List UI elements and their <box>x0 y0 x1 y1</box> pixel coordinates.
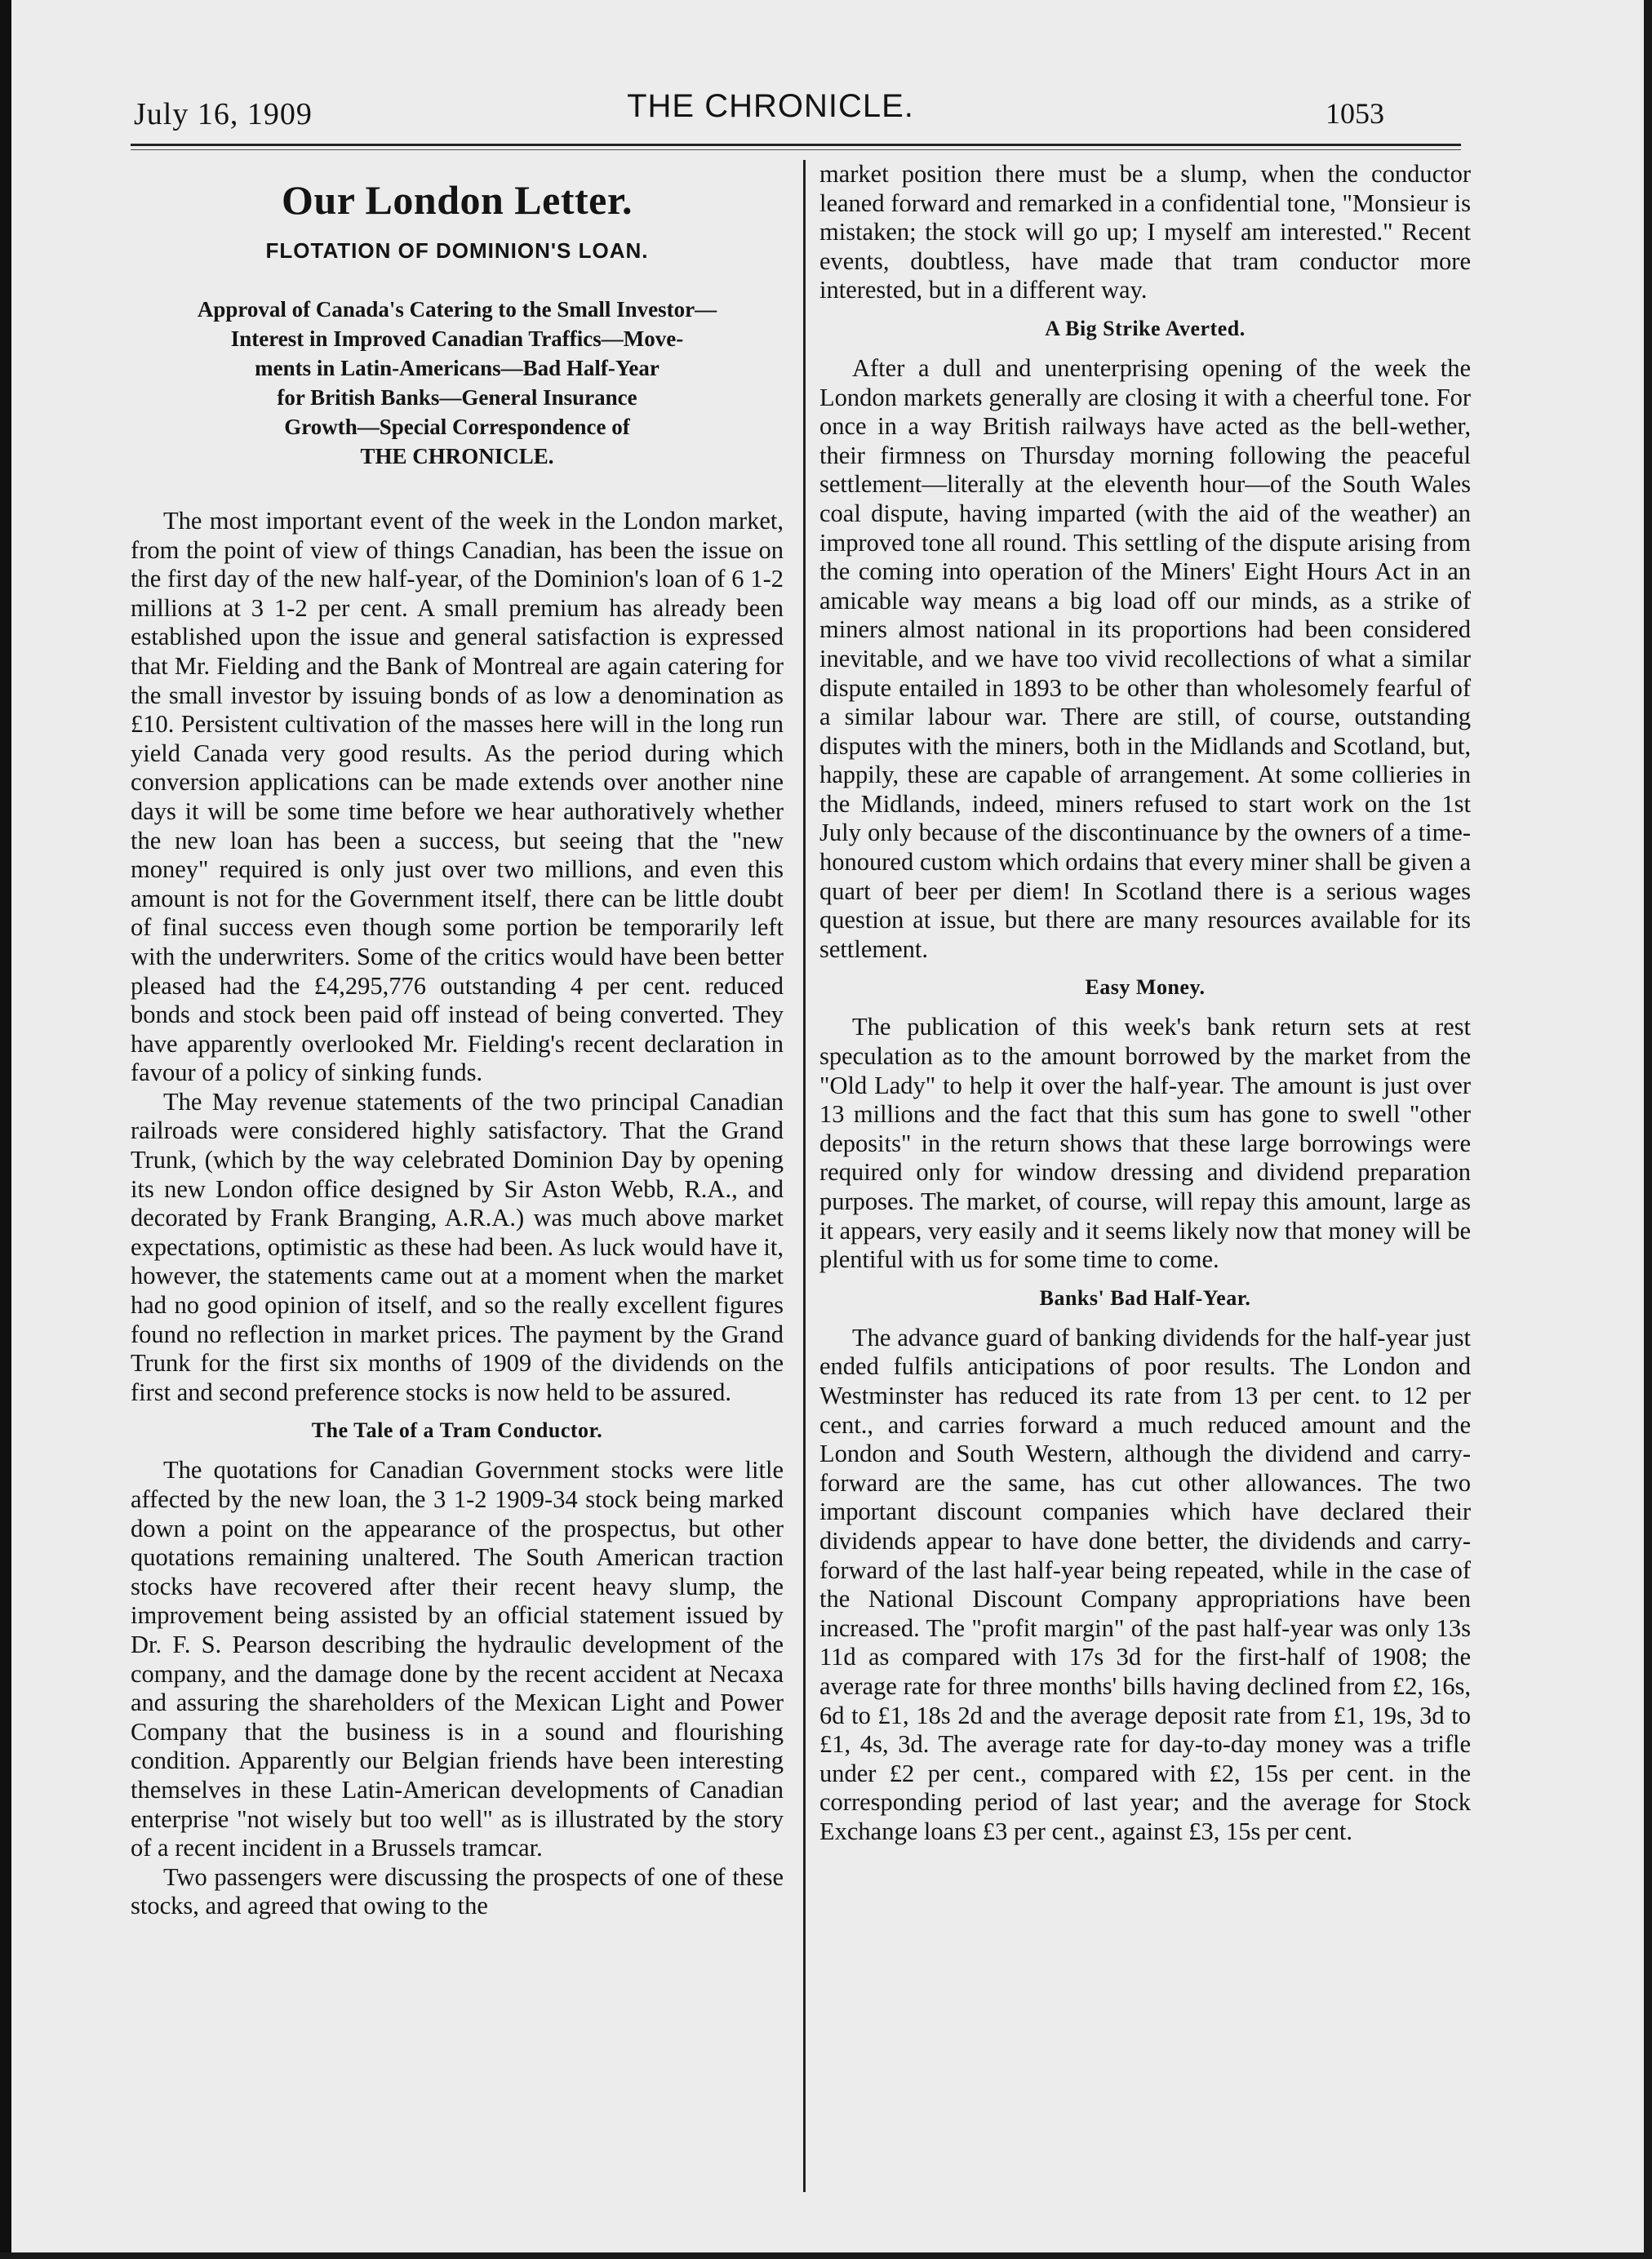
section-heading-banks: Banks' Bad Half-Year. <box>1039 1285 1251 1310</box>
header-rule-thin <box>131 149 1461 150</box>
body-paragraph: The May revenue statements of the two principal Canadian railroads were considered highly satisfactory. That the Grand Trunk, (which by the way celebrated Dominion Day by opening its new London office designed by Sir Aston Webb, R.A., and decorated by Frank Branging, A.R.A.) was much above market expectations, optimistic as these had been. As luck would have it, however, the statements came out at a moment when the market had no good opinion of itself, and so the really excellent figures found no reflection in market prices. The payment by the Grand Trunk for the first six months of 1909 of the dividends on the first and second preference stocks is now held to be assured. <box>131 1087 784 1406</box>
body-paragraph: Two passengers were discussing the prospects of one of these stocks, and agreed that owing to the <box>131 1862 784 1920</box>
section-heading-tram: The Tale of a Tram Conductor. <box>311 1418 603 1443</box>
body-paragraph: The quotations for Canadian Government stocks were litle affected by the new loan, the 3 1-2 1909-34 stock being marked down a point on the appearance of the prospectus, but other quotations remaining unaltered. The South American traction stocks have recovered after their recent heavy slump, the improvement being assisted by an official statement issued by Dr. F. S. Pearson describing the hydraulic development of the company, and the damage done by the recent accident at Necaxa and assuring the shareholders of the Mexican Light and Power Company that the business is in a sound and flourishing condition. Apparently our Belgian friends have been interesting themselves in these Latin-American developments of Canadian enterprise "not wisely but too well" as is illustrated by the story of a recent incident in a Brussels tramcar. <box>131 1456 784 1862</box>
scan-edge-bottom <box>0 2252 1652 2259</box>
header-rule <box>131 144 1461 146</box>
scan-edge-right <box>1644 0 1652 2259</box>
publication-title: THE CHRONICLE. <box>627 88 914 124</box>
article-title: Our London Letter. <box>282 177 633 223</box>
header-date: July 16, 1909 <box>134 97 313 131</box>
deck-line: Interest in Improved Canadian Traffics—Move- <box>230 326 684 351</box>
deck-line: THE CHRONICLE. <box>360 444 554 468</box>
section-heading-money: Easy Money. <box>1085 975 1206 1000</box>
right-column <box>819 160 1471 1846</box>
page-number: 1053 <box>1326 97 1384 130</box>
newspaper-page <box>11 0 1644 2252</box>
deck-line: Approval of Canada's Catering to the Small Investor— <box>197 297 717 322</box>
deck-line: ments in Latin-Americans—Bad Half-Year <box>255 356 659 380</box>
deck-line: for British Banks—General Insurance <box>277 385 637 410</box>
article-deck <box>131 295 784 471</box>
scan-edge-left <box>0 0 11 2259</box>
body-paragraph: The publication of this week's bank return sets at rest speculation as to the amount borrowed by the market from the "Old Lady" to help it over the half-year. The amount is just over 13 millions and the fact that this sum has gone to swell "other deposits" in the return shows that these large borrowings were required only for window dressing and dividend preparation purposes. The market, of course, will repay this amount, large as it appears, very easily and it seems likely now that money will be plentiful with us for some time to come. <box>819 1013 1471 1274</box>
deck-line: Growth—Special Correspondence of <box>284 415 630 439</box>
body-paragraph: The advance guard of banking dividends for the half-year just ended fulfils anticipations of poor results. The London and Westminster has reduced its rate from 13 per cent. to 12 per cent., and carries forward a much reduced amount and the London and South Western, although the dividend and carry-forward are the same, has cut other allowances. The two important discount companies which have declared their dividends appear to have done better, the dividends and carry-forward of the last half-year being repeated, while in the case of the National Discount Company appropriations have been increased. The "profit margin" of the past half-year was only 13s 11d as compared with 17s 3d for the first-half of 1908; the average rate for three months' bills having declined from £2, 16s, 6d to £1, 18s 2d and the average deposit rate from £1, 19s, 3d to £1, 4s, 3d. The average rate for day-to-day money was a trifle under £2 per cent., compared with £2, 15s per cent. in the corresponding period of last year; and the average for Stock Exchange loans £3 per cent., against £3, 15s per cent. <box>819 1323 1471 1845</box>
section-heading-strike: A Big Strike Averted. <box>1045 316 1246 340</box>
body-paragraph: The most important event of the week in the London market, from the point of view of things Canadian, has been the issue on the first day of the new half-year, of the Dominion's loan of 6 1-2 millions at 3 1-2 per cent. A small premium has already been established upon the issue and general satisfaction is expressed that Mr. Fielding and the Bank of Montreal are again catering for the small investor by issuing bonds of as low a denomination as £10. Persistent cultivation of the masses here will in the long run yield Canada very good results. As the period during which conversion applications can be made extends over another nine days it will be some time before we hear authoratively whether the new loan has been a success, but seeing that the "new money" required is only just over two millions, and even this amount is not for the Government itself, there can be little doubt of final success even though some portion be temporarily left with the underwriters. Some of the critics would have been better pleased had the £4,295,776 outstanding 4 per cent. reduced bonds and stock been paid off instead of being converted. They have apparently overlooked Mr. Fielding's recent declaration in favour of a policy of sinking funds. <box>131 507 784 1087</box>
column-divider <box>803 160 806 2192</box>
left-column <box>131 160 784 1921</box>
body-paragraph: After a dull and unenterprising opening of the week the London markets generally are closing it with a cheerful tone. For once in a way British railways have acted as the bell-wether, their firmness on Thursday morning following the peaceful settlement—literally at the eleventh hour—of the South Wales coal dispute, having imparted (with the aid of the weather) an improved tone all round. This settling of the dispute arising from the coming into operation of the Miners' Eight Hours Act in an amicable way means a big load off our minds, as a strike of miners almost national in its proportions had been considered inevitable, and we have too vivid recollections of what a similar dispute entailed in 1893 to be other than wholesomely fearful of a similar labour war. There are still, of course, outstanding disputes with the miners, both in the Midlands and Scotland, but, happily, these are capable of arrangement. At some collieries in the Midlands, indeed, miners refused to start work on the 1st July only because of the discontinuance by the owners of a time-honoured custom which ordains that every miner shall be given a quart of beer per diem! In Scotland there is a serious wages question at issue, but there are many resources available for its settlement. <box>819 353 1471 963</box>
article-subtitle: FLOTATION OF DOMINION'S LOAN. <box>265 238 649 263</box>
body-paragraph-continued: market position there must be a slump, when the conductor leaned forward and remarked in a confidential tone, "Monsieur is mistaken; the stock will go up; I myself am interested." Recent events, doubtless, have made that tram conductor more interested, but in a different way. <box>819 160 1471 304</box>
